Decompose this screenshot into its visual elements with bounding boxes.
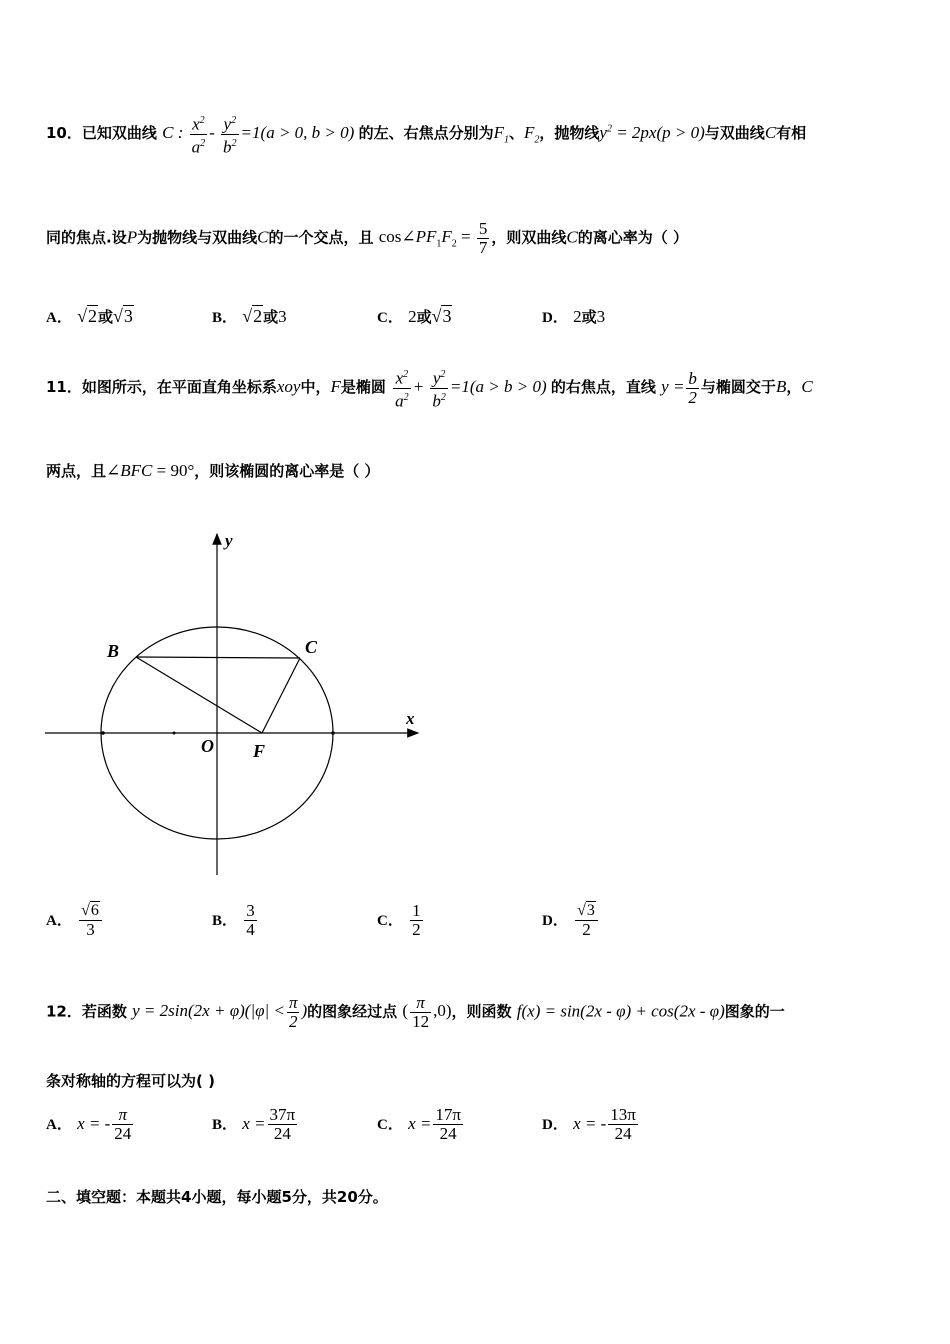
q11-line-equation: y = $\frac{b}{2}$ <box>661 368 697 407</box>
section-fill-in-heading: 二、填空题：本题共4小题，每小题5分，共20分。 <box>46 1188 388 1206</box>
q11-option-d[interactable]: D． $\frac{√3}{2}$ <box>542 902 600 939</box>
q11-line1: 11．如图所示，在平面直角坐标系xoy中，F是椭圆 $\frac{x^2}{a^2}$ + $\frac{y^2}{b^2}$ =1(a > b > 0) 的右焦点，直线 y = $\frac{b}{2}$ 与椭圆交于B，C <box>46 366 910 410</box>
q11-option-a[interactable]: A． $\frac{√6}{3}$ <box>46 902 104 939</box>
q12-number: 12． <box>46 1002 82 1021</box>
q12-option-d[interactable]: D． x = - $\frac{13\pi}{24}$ <box>542 1105 636 1143</box>
q11-ellipse-figure <box>0 520 440 885</box>
q10-hyperbola-equation: C : $\frac{x^2}{a^2}$ - $\frac{y^2}{b^2}$ =1(a > 0, b > 0) <box>162 123 358 142</box>
q10-option-a[interactable]: A． √2或√3 <box>46 306 133 326</box>
q12-option-a[interactable]: A． x = - $\frac{\pi}{24}$ <box>46 1105 132 1143</box>
q12-option-b[interactable]: B． x = $\frac{37\pi}{24}$ <box>212 1105 296 1143</box>
segment-cf <box>262 658 300 733</box>
q12-point: ( $\frac{\pi}{12}$ ,0) <box>402 993 452 1031</box>
q10-line1: 10．已知双曲线 C : $\frac{x^2}{a^2}$ - $\frac{y^2}{b^2}$ =1(a > 0, b > 0) 的左、右焦点分别为$F_1$、$F_2$，抛物线$y^2 = 2px(p > 0)$与双曲线C有相 <box>46 112 910 156</box>
q12-line2: 条对称轴的方程可以为( ) <box>46 1072 215 1090</box>
label-o: O <box>201 736 214 756</box>
q11-ellipse-equation: $\frac{x^2}{a^2}$ + $\frac{y^2}{b^2}$ =1(a > b > 0) <box>391 377 551 396</box>
q10-parabola: $y^2 = 2px(p > 0)$ <box>599 123 705 143</box>
q10-option-b[interactable]: B． √2或3 <box>212 306 287 326</box>
label-c: C <box>305 637 318 657</box>
q10-option-d[interactable]: D． 2或3 <box>542 307 606 326</box>
q11-number: 11． <box>46 378 82 397</box>
q10-option-c[interactable]: C． 2或√3 <box>377 306 452 326</box>
q10-line2: 同的焦点.设P为抛物线与双曲线C的一个交点，且 $\cos\angle PF_1F_2$ = $\frac{5}{7}$ ，则双曲线C的离心率为（ ） <box>46 219 688 257</box>
q11-option-b[interactable]: B． $\frac{3}{4}$ <box>212 901 255 939</box>
segment-bf <box>136 657 262 733</box>
q12-function: y = 2sin(2x + φ)(|φ| < $\frac{\pi}{2}$ ) <box>132 993 308 1031</box>
q12-function-f: f(x) = sin(2x - φ) + cos(2x - φ) <box>516 1001 725 1021</box>
label-y: y <box>225 531 233 550</box>
label-b: B <box>107 641 120 661</box>
q10-f2: $F_2$ <box>523 123 540 146</box>
q10-number: 10． <box>46 124 82 143</box>
q11-angle-condition: ∠BFC = 90° <box>106 461 195 480</box>
q10-cos-condition: $\cos\angle PF_1F_2$ = $\frac{5}{7}$ <box>378 219 488 257</box>
q10-f1: $F_1$ <box>493 123 509 146</box>
q11-option-c[interactable]: C． $\frac{1}{2}$ <box>377 901 421 939</box>
segment-bc <box>136 657 300 658</box>
label-f: F <box>253 741 266 761</box>
q12-line1: 12．若函数 y = 2sin(2x + φ)(|φ| < $\frac{\pi}{2}$ )的图象经过点 ( $\frac{\pi}{12}$ ,0)，则函数 f(x) = sin(2x - φ) + cos(2x - φ)图象的一 <box>46 993 785 1031</box>
label-x: x <box>406 709 415 728</box>
q12-option-c[interactable]: C． x = $\frac{17\pi}{24}$ <box>377 1105 461 1143</box>
q11-line2: 两点，且∠BFC = 90°，则该椭圆的离心率是（ ） <box>46 461 380 480</box>
